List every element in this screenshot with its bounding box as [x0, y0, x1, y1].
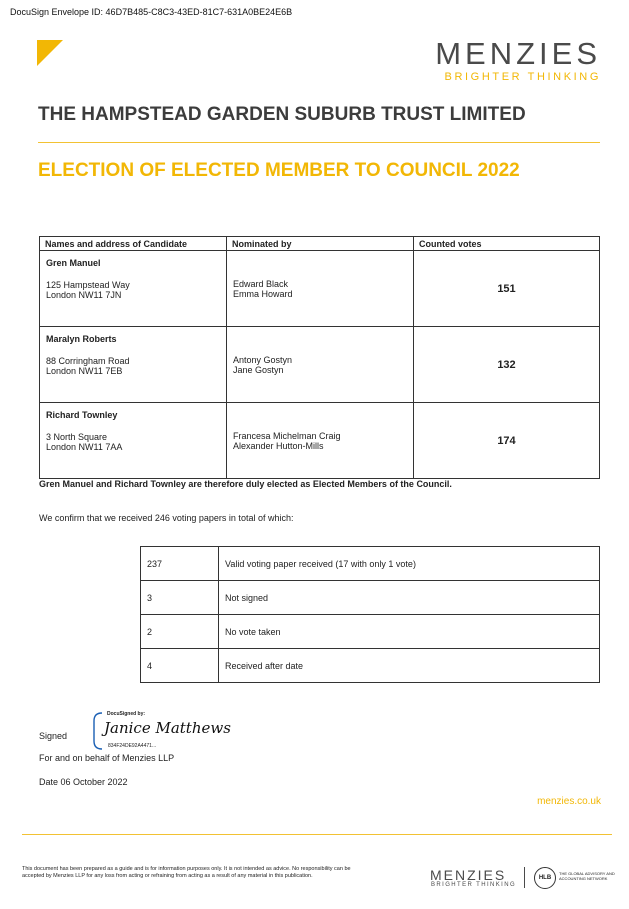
column-header-nominated: Nominated by: [227, 237, 414, 251]
hlb-network-text: THE GLOBAL ADVISORY AND ACCOUNTING NETWORK: [559, 871, 615, 881]
candidates-table: [39, 236, 600, 479]
voting-papers-statement: We confirm that we received 246 voting papers in total of which:: [39, 513, 294, 523]
column-header-candidate: Names and address of Candidate: [40, 237, 227, 251]
signature-date: Date 06 October 2022: [39, 777, 128, 787]
candidate-name: Richard Townley: [46, 410, 118, 420]
candidate-cell: [40, 251, 227, 327]
candidate-address-line: London NW11 7JN: [46, 290, 122, 300]
candidate-name: Gren Manuel: [46, 258, 101, 268]
votes-cell: 151: [414, 251, 600, 327]
votes-cell: 132: [414, 327, 600, 403]
paper-description: Received after date: [219, 649, 600, 683]
table-row: [40, 403, 600, 479]
candidate-address-line: 125 Hampstead Way: [46, 280, 130, 290]
nominators-cell: [227, 251, 414, 327]
paper-count: 3: [141, 581, 219, 615]
nominator-name: Jane Gostyn: [233, 364, 284, 375]
organisation-title: THE HAMPSTEAD GARDEN SUBURB TRUST LIMITED: [38, 104, 526, 125]
table-row: [40, 251, 600, 327]
paper-count: 4: [141, 649, 219, 683]
candidate-address-line: London NW11 7EB: [46, 366, 123, 376]
table-header-row: [40, 237, 600, 251]
nominators-cell: [227, 327, 414, 403]
paper-description: No vote taken: [219, 615, 600, 649]
candidate-name: Maralyn Roberts: [46, 334, 117, 344]
table-row: [141, 615, 600, 649]
handwritten-signature: Janice Matthews: [104, 719, 231, 737]
on-behalf-line: For and on behalf of Menzies LLP: [39, 753, 175, 763]
nominator-name: Emma Howard: [233, 288, 293, 299]
nominator-name: Francesa Michelman Craig: [233, 430, 341, 441]
signed-label: Signed: [39, 731, 68, 741]
footer-logo-separator: [524, 867, 525, 888]
candidate-cell: [40, 327, 227, 403]
table-row: [141, 581, 600, 615]
nominator-name: Edward Black: [233, 278, 289, 289]
votes-cell: 174: [414, 403, 600, 479]
candidate-address-line: 3 North Square: [46, 432, 108, 442]
footer-divider: [22, 834, 612, 835]
nominator-name: Alexander Hutton-Mills: [233, 440, 324, 451]
table-row: [40, 327, 600, 403]
menzies-logo-word: MENZIES: [435, 36, 601, 71]
table-row: [141, 547, 600, 581]
nominator-name: Antony Gostyn: [233, 354, 293, 365]
docusign-envelope-id: DocuSign Envelope ID: 46D7B485-C8C3-43ED-81C7-631A0BE24E6B: [10, 7, 293, 17]
triangle-logo-mark: [37, 40, 63, 66]
title-divider: [38, 142, 600, 143]
signature-id: 834F24DE92A4471...: [108, 743, 157, 749]
candidate-address-line: 88 Corringham Road: [46, 356, 130, 366]
footer-menzies-tagline: BRIGHTER THINKING: [431, 882, 517, 888]
paper-count: 237: [141, 547, 219, 581]
paper-count: 2: [141, 615, 219, 649]
nominators-cell: [227, 403, 414, 479]
voting-papers-table: [140, 546, 600, 683]
hlb-logo-icon: HLB: [534, 867, 556, 889]
paper-description: Valid voting paper received (17 with only 1 vote): [219, 547, 600, 581]
election-title: ELECTION OF ELECTED MEMBER TO COUNCIL 2022: [38, 160, 520, 181]
footer-menzies-logo: MENZIES: [430, 867, 507, 883]
candidate-cell: [40, 403, 227, 479]
footer-disclaimer: This document has been prepared as a guide and is for information purposes only. It is not intended as advice. No responsibility can be accepted by Menzies LLP for any loss from acting or refraining from acting as a result of any material in this publication.: [22, 866, 351, 879]
elected-statement: Gren Manuel and Richard Townley are therefore duly elected as Elected Members of the Council.: [39, 479, 452, 489]
column-header-votes: Counted votes: [414, 237, 600, 251]
docusigned-by-label: DocuSigned by:: [107, 711, 146, 717]
paper-description: Not signed: [219, 581, 600, 615]
candidate-address-line: London NW11 7AA: [46, 442, 123, 452]
table-row: [141, 649, 600, 683]
menzies-logo-tagline: BRIGHTER THINKING: [444, 71, 601, 83]
website-link[interactable]: menzies.co.uk: [537, 796, 601, 807]
